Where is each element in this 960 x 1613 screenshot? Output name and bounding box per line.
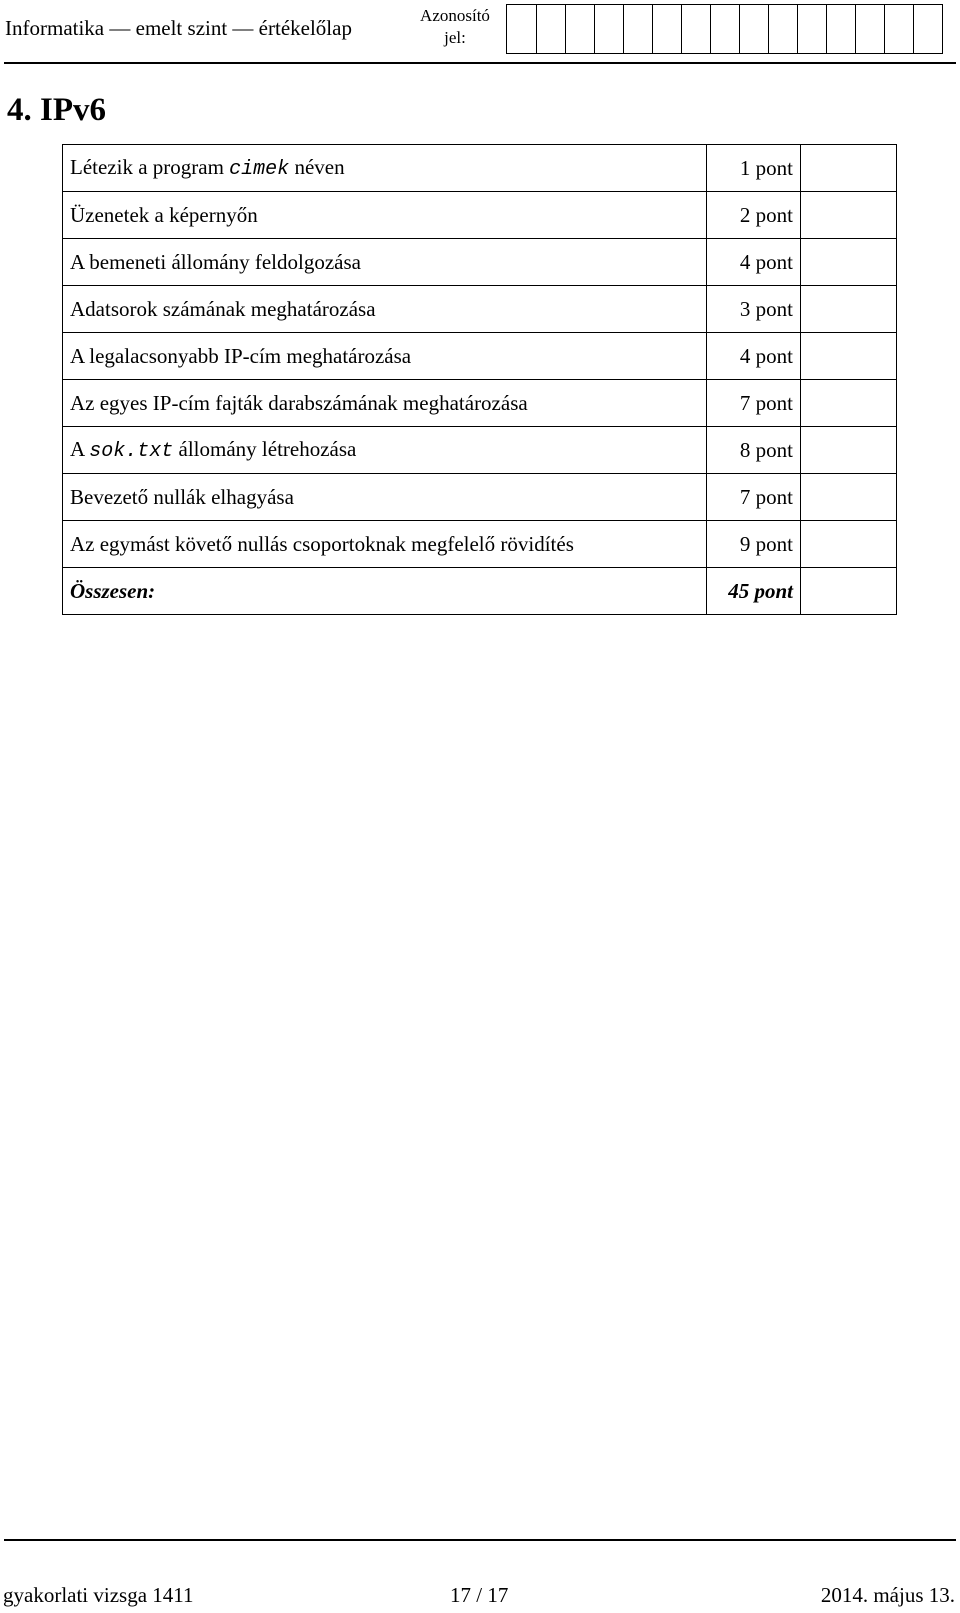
id-label [410,5,500,49]
task-description [63,286,707,333]
id-box [507,5,536,53]
max-points: 7 pont [707,474,801,521]
footer-divider [4,1539,956,1541]
id-label-line2: jel: [444,28,466,47]
id-box [826,5,855,53]
id-boxes [506,4,943,54]
id-box [623,5,652,53]
id-box [565,5,594,53]
task-description [63,521,707,568]
score-cell[interactable] [801,145,897,192]
footer-date: 2014. május 13. [820,1583,955,1607]
score-cell[interactable] [801,286,897,333]
footer-exam-label: gyakorlati vizsga 1411 [3,1583,194,1607]
id-box [536,5,565,53]
score-cell[interactable] [801,239,897,286]
id-box [913,5,942,53]
task-code: sok.txt [89,440,174,463]
task-text: Az egyes IP-cím fajták darabszámának meghatározása [70,390,528,415]
task-text-suffix: állomány létrehozása [173,437,357,461]
task-text: Bevezető nullák elhagyása [70,484,294,509]
page-header [0,0,960,64]
table-row [63,239,897,286]
table-row [63,427,897,474]
id-box [681,5,710,53]
task-description [63,427,707,474]
table-row [63,521,897,568]
id-box [710,5,739,53]
table-row [63,474,897,521]
score-cell[interactable] [801,521,897,568]
score-cell[interactable] [801,568,897,615]
task-description [63,380,707,427]
task-description [63,474,707,521]
score-cell[interactable] [801,474,897,521]
task-text: A bemeneti állomány feldolgozása [70,249,361,274]
max-points: 7 pont [707,380,801,427]
score-cell[interactable] [801,192,897,239]
task-text: A legalacsonyabb IP-cím meghatározása [70,343,412,368]
task-description [63,333,707,380]
task-text: Létezik a program [70,155,230,179]
header-divider [4,62,956,64]
task-text: A [70,437,90,461]
section-title: 4. IPv6 [7,92,106,128]
scoring-table [62,144,897,615]
total-row [63,568,897,615]
score-cell[interactable] [801,427,897,474]
footer-page-number: 17 / 17 [450,1583,509,1607]
id-box [797,5,826,53]
max-points: 4 pont [707,239,801,286]
id-box [739,5,768,53]
task-text-suffix: néven [289,155,345,179]
header-title: Informatika — emelt szint — értékelőlap [5,16,352,40]
task-description [63,192,707,239]
id-box [594,5,623,53]
max-points: 4 pont [707,333,801,380]
table-row [63,286,897,333]
total-label: Összesen: [63,568,707,615]
task-description [63,239,707,286]
id-label-line1: Azonosító [420,6,490,25]
id-box [652,5,681,53]
max-points: 8 pont [707,427,801,474]
id-box [768,5,797,53]
max-points: 3 pont [707,286,801,333]
task-text: Üzenetek a képernyőn [70,202,258,227]
task-code: cimek [229,158,290,181]
table-row [63,192,897,239]
score-cell[interactable] [801,333,897,380]
table-row [63,380,897,427]
max-points: 9 pont [707,521,801,568]
table-row [63,333,897,380]
max-points: 2 pont [707,192,801,239]
total-points: 45 pont [707,568,801,615]
task-text: Az egymást követő nullás csoportoknak megfelelő rövidítés [70,531,574,556]
id-box [884,5,913,53]
score-cell[interactable] [801,380,897,427]
table-row [63,145,897,192]
id-box [855,5,884,53]
task-description [63,145,707,192]
max-points: 1 pont [707,145,801,192]
task-text: Adatsorok számának meghatározása [70,296,376,321]
